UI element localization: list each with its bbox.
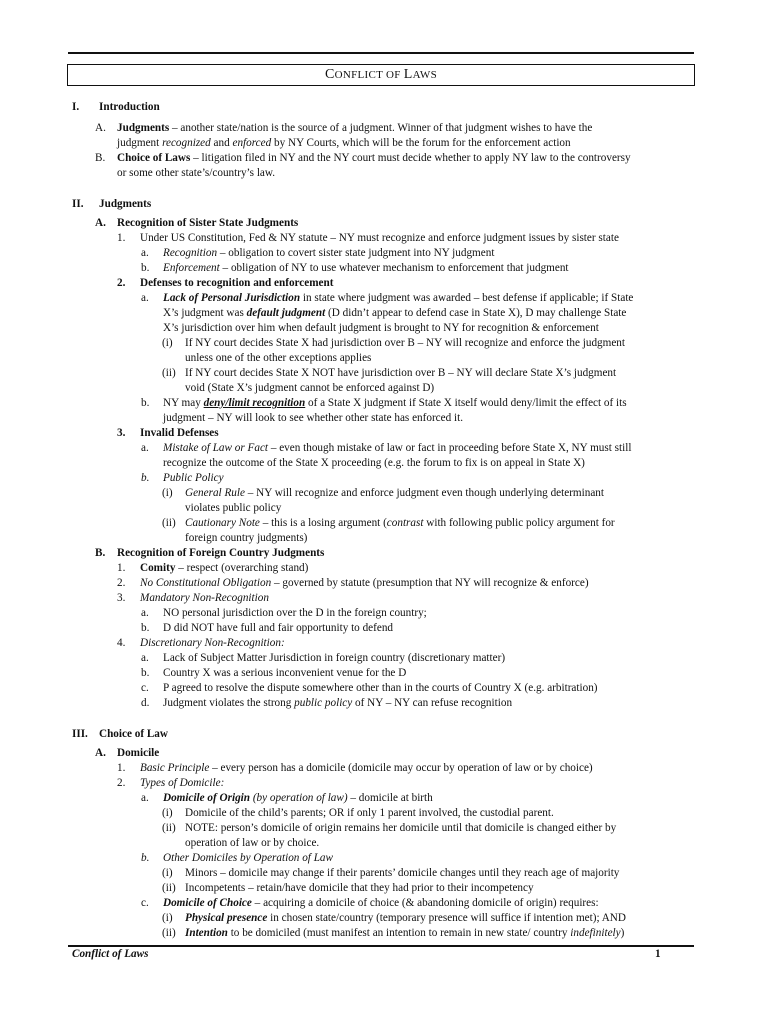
outline-item: (i) Minors – domicile may change if their parents’ domicile changes until they reach age of majority — [162, 867, 620, 879]
outline-item: d. Judgment violates the strong public policy of NY – NY can refuse recognition — [141, 697, 513, 709]
subsection-heading: A. Recognition of Sister State Judgments — [95, 217, 299, 229]
outline-item-cont: unless one of the other exceptions applies — [185, 352, 372, 364]
outline-item-cont: X’s judgment was default judgment (D didn’t appear to defend case in State X), D may challenge State — [163, 307, 627, 319]
outline-item-cont: X’s jurisdiction over him when default judgment is brought to NY for recognition & enforcement — [163, 322, 599, 334]
outline-item: b. Country X was a serious inconvenient venue for the D — [141, 667, 407, 679]
outline-item: (ii) Incompetents – retain/have domicile that they had prior to their incompetency — [162, 882, 534, 894]
outline-item: c. P agreed to resolve the dispute somewhere other than in the courts of Country X (e.g. arbitration) — [141, 682, 598, 694]
outline-body — [0, 100, 768, 941]
outline-item-cont: recognize the outcome of the State X proceeding (e.g. the forum to fix is on appeal in State X) — [163, 457, 585, 469]
outline-item: c. Domicile of Choice – acquiring a domicile of choice (& abandoning domicile of origin) requires: — [141, 897, 599, 909]
outline-item: 4. Discretionary Non-Recognition: — [117, 637, 285, 649]
outline-item: (i) Physical presence in chosen state/country (temporary presence will suffice if intention met); AND — [162, 912, 626, 924]
subsection-heading: A. Domicile — [95, 747, 160, 759]
outline-item: (ii) Intention to be domiciled (must manifest an intention to remain in new state/ country indefinitely) — [162, 927, 625, 939]
outline-item: (ii) NOTE: person’s domicile of origin remains her domicile until that domicile is changed either by — [162, 822, 617, 834]
outline-item: 2. No Constitutional Obligation – governed by statute (presumption that NY will recognize & enforce) — [117, 577, 589, 589]
outline-item: (i) If NY court decides State X had jurisdiction over B – NY will recognize and enforce the judgment — [162, 337, 626, 349]
top-rule — [68, 52, 694, 54]
outline-item: 1. Under US Constitution, Fed & NY statute – NY must recognize and enforce judgment issues by sister state — [117, 232, 619, 244]
outline-item: b. Other Domiciles by Operation of Law — [141, 852, 333, 864]
page-title: CONFLICT OF LAWS — [67, 64, 695, 86]
outline-item: 2. Defenses to recognition and enforcement — [117, 277, 334, 289]
outline-item-cont: judgment – NY will look to see whether other state has enforced it. — [163, 412, 464, 424]
outline-item: a. Lack of Personal Jurisdiction in state where judgment was awarded – best defense if applicable; if State — [141, 292, 634, 304]
outline-item: a. NO personal jurisdiction over the D in the foreign country; — [141, 607, 427, 619]
section-heading: III. Choice of Law — [72, 728, 168, 740]
page-number: 1 — [655, 948, 661, 960]
outline-item: b. D did NOT have full and fair opportunity to defend — [141, 622, 394, 634]
outline-item: 2. Types of Domicile: — [117, 777, 225, 789]
outline-item-cont: void (State X’s judgment cannot be enforced against D) — [185, 382, 435, 394]
outline-item: (ii) If NY court decides State X NOT have jurisdiction over B – NY will declare State X’s judgment — [162, 367, 617, 379]
outline-item: 1. Comity – respect (overarching stand) — [117, 562, 309, 574]
outline-item-cont: foreign country judgments) — [185, 532, 308, 544]
outline-item: (ii) Cautionary Note – this is a losing argument (contrast with following public policy argument for — [162, 517, 615, 529]
outline-item: b. NY may deny/limit recognition of a State X judgment if State X itself would deny/limit the effect of its — [141, 397, 627, 409]
outline-item: b. Public Policy — [141, 472, 224, 484]
outline-item: B. Choice of Laws – litigation filed in NY and the NY court must decide whether to apply NY law to the controversy — [95, 152, 631, 164]
outline-item: a. Domicile of Origin (by operation of law) – domicile at birth — [141, 792, 433, 804]
outline-item: (i) General Rule – NY will recognize and enforce judgment even though underlying determinant — [162, 487, 604, 499]
outline-item-cont: judgment recognized and enforced by NY Courts, which will be the forum for the enforcement action — [117, 137, 571, 149]
section-heading: I. Introduction — [72, 101, 160, 113]
outline-item: 3. Mandatory Non-Recognition — [117, 592, 269, 604]
outline-item: a. Mistake of Law or Fact – even though mistake of law or fact in proceeding before State X, NY must still — [141, 442, 632, 454]
footer-rule — [68, 945, 694, 947]
subsection-heading: B. Recognition of Foreign Country Judgments — [95, 547, 325, 559]
outline-item: a. Recognition – obligation to covert sister state judgment into NY judgment — [141, 247, 495, 259]
outline-item: a. Lack of Subject Matter Jurisdiction in foreign country (discretionary matter) — [141, 652, 506, 664]
outline-item-cont: operation of law or by choice. — [185, 837, 320, 849]
outline-item: 1. Basic Principle – every person has a domicile (domicile may occur by operation of law or by choice) — [117, 762, 593, 774]
outline-item: (i) Domicile of the child’s parents; OR if only 1 parent involved, the custodial parent. — [162, 807, 554, 819]
footer-title: Conflict of Laws — [72, 948, 149, 960]
outline-item: A. Judgments – another state/nation is the source of a judgment. Winner of that judgment wishes to have the — [95, 122, 593, 134]
outline-item: 3. Invalid Defenses — [117, 427, 219, 439]
outline-item: b. Enforcement – obligation of NY to use whatever mechanism to enforcement that judgment — [141, 262, 569, 274]
outline-item-cont: violates public policy — [185, 502, 282, 514]
section-heading: II. Judgments — [72, 198, 152, 210]
outline-item-cont: or some other state’s/country’s law. — [117, 167, 276, 179]
